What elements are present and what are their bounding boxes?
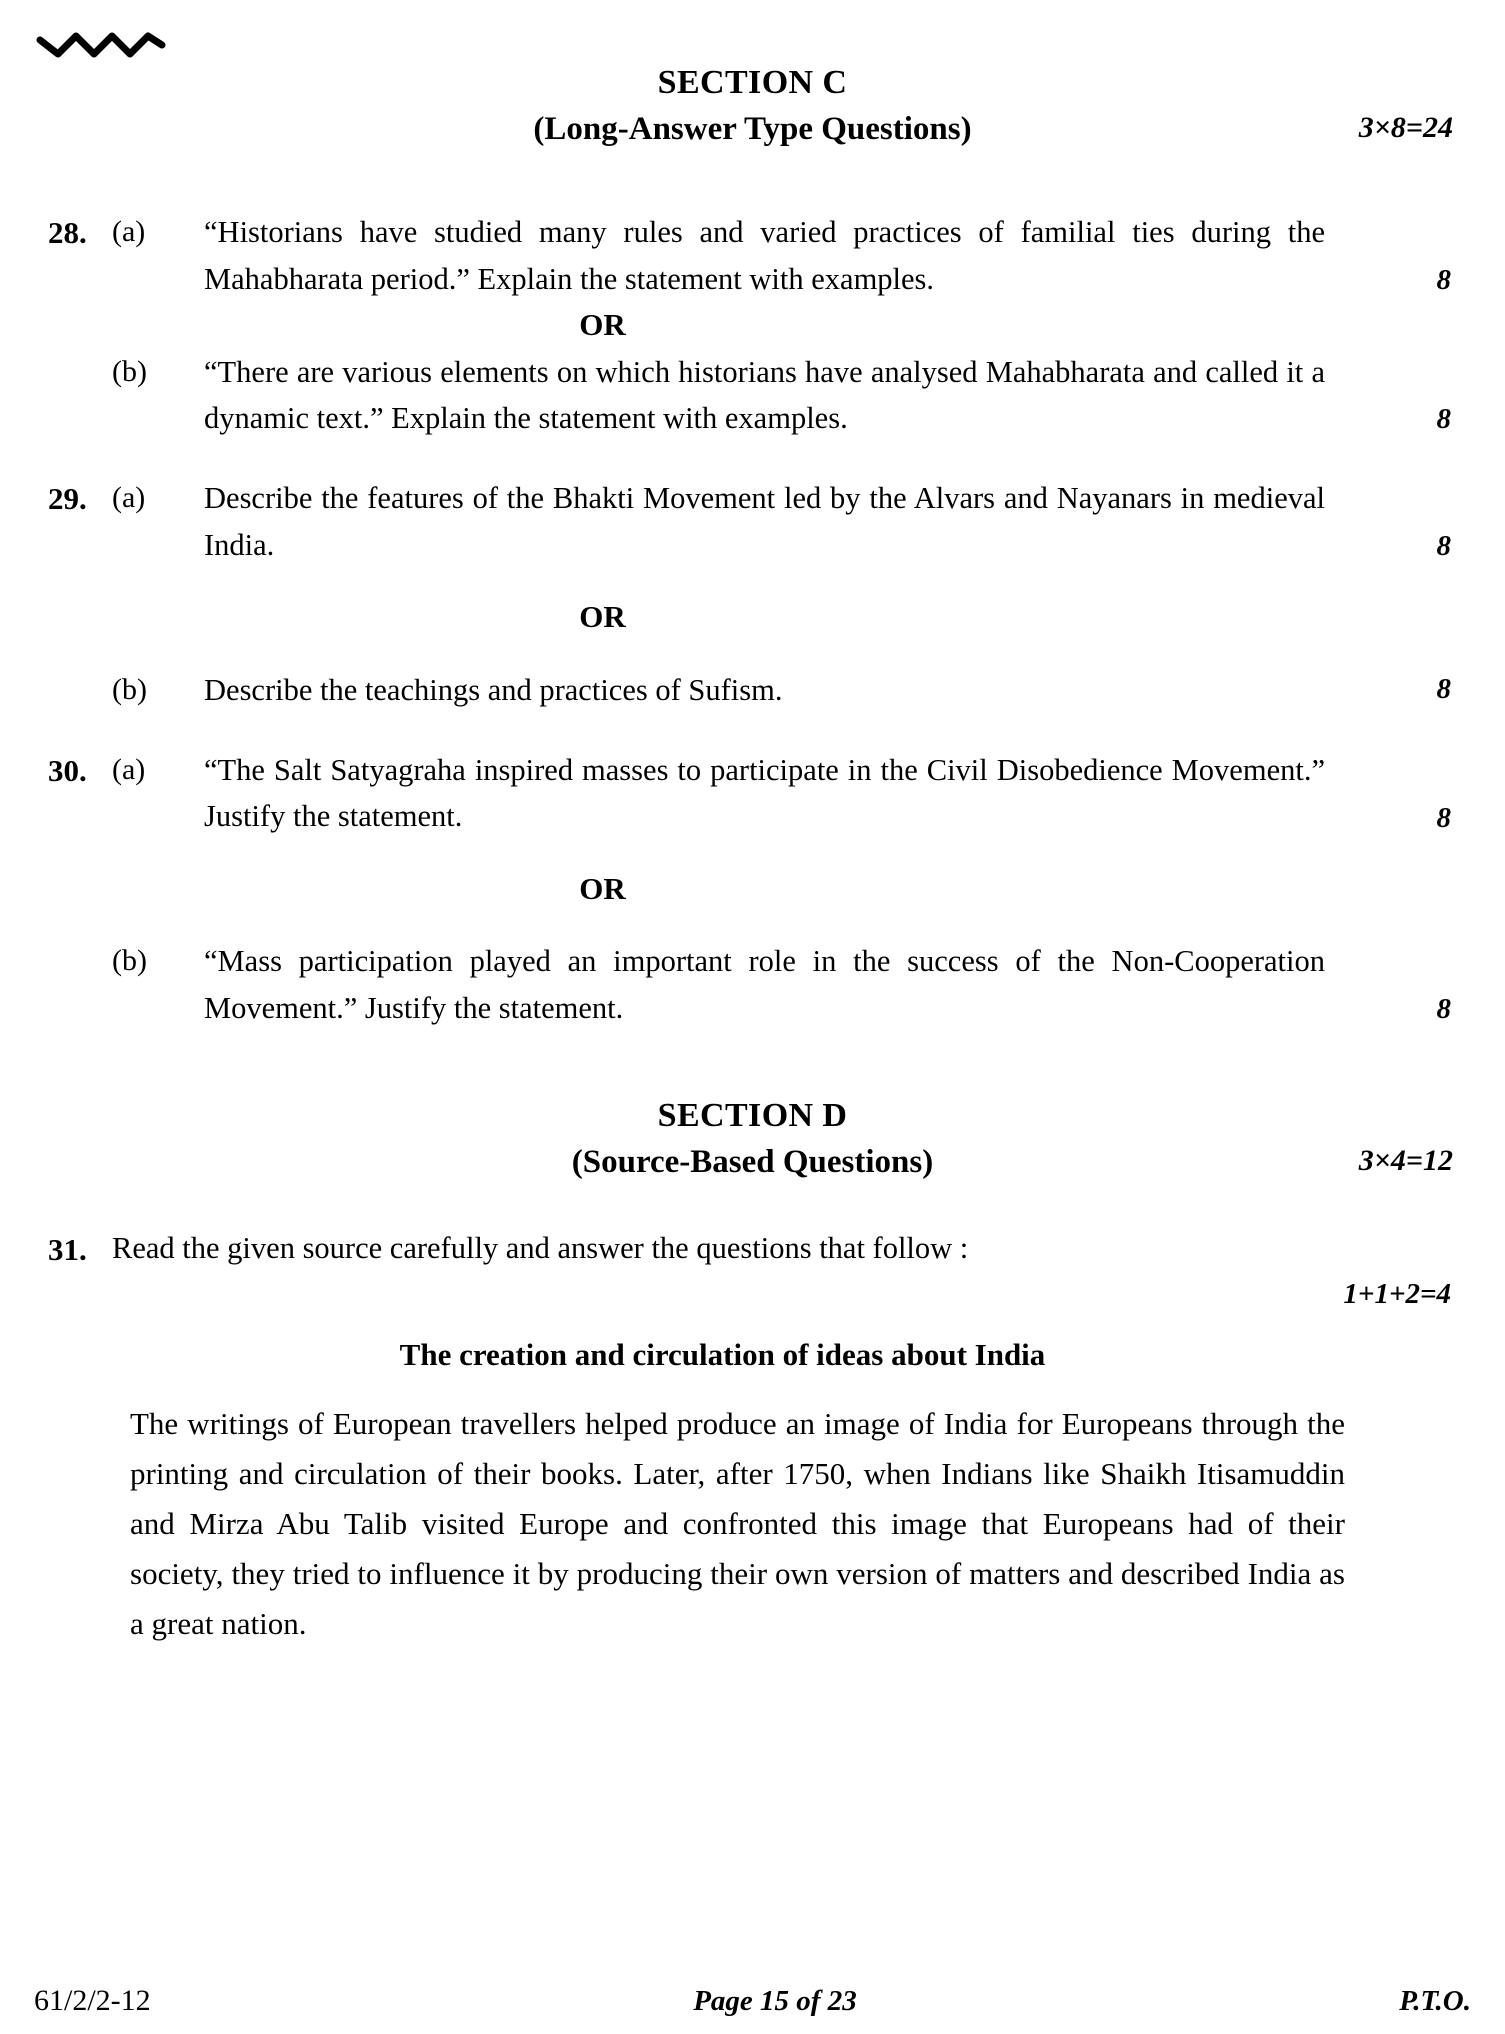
question-29-or-label: OR [579, 599, 626, 635]
question-28-part-b-marks: 8 [1436, 403, 1451, 436]
question-28 [30, 209, 1475, 441]
source-passage [30, 1399, 1475, 1650]
section-c-title: SECTION C [657, 64, 848, 101]
question-28-part-b [30, 349, 1475, 442]
question-28-part-b-label: (b) [112, 354, 147, 388]
question-29-part-a-text: Describe the features of the Bhakti Movement led by the Alvars and Nayanars in medieval India. [204, 481, 1325, 562]
question-29-number: 29. [48, 481, 87, 517]
question-29-part-b-marks: 8 [1436, 672, 1451, 705]
question-30-part-b-marks: 8 [1436, 992, 1451, 1025]
question-30 [30, 747, 1475, 1031]
question-31-number: 31. [48, 1232, 87, 1268]
section-d-marks: 3×4=12 [1358, 1144, 1453, 1178]
question-28-part-a-text: “Historians have studied many rules and varied practices of familial ties during the Mahabharata period.” Explain the statement with examples. [204, 215, 1325, 296]
question-29-part-a [30, 475, 1475, 568]
question-31-instruction-row [30, 1226, 1475, 1273]
question-30-number: 30. [48, 752, 87, 788]
footer-page-number: Page 15 of 23 [693, 1985, 857, 2017]
question-30-part-a-marks: 8 [1436, 801, 1451, 834]
question-29 [30, 475, 1475, 713]
question-30-part-a-label: (a) [112, 752, 146, 786]
question-31-instruction: Read the given source carefully and answer the questions that follow : [112, 1231, 969, 1266]
question-28-part-a-marks: 8 [1436, 264, 1451, 297]
question-29-part-a-label: (a) [112, 481, 146, 515]
section-c-subtitle: (Long-Answer Type Questions) [533, 111, 972, 148]
question-29-part-b-text: Describe the teachings and practices of Sufism. [204, 672, 783, 707]
question-28-or-label: OR [579, 307, 626, 343]
question-29-part-b-label: (b) [112, 672, 147, 706]
footer-paper-code: 61/2/2-12 [34, 1984, 151, 2017]
section-c-subtitle-row [30, 109, 1475, 153]
section-d-subtitle: (Source-Based Questions) [571, 1144, 934, 1181]
page-footer [0, 1984, 1505, 2018]
question-28-part-b-text: “There are various elements on which historians have analysed Mahabharata and called it a dynamic text.” Explain the statement with examples. [204, 354, 1325, 436]
question-29-part-a-marks: 8 [1436, 530, 1451, 563]
question-28-number: 28. [48, 215, 87, 251]
question-30-or-label: OR [579, 870, 626, 906]
question-28-part-a-label: (a) [112, 215, 146, 249]
question-29-part-b [30, 667, 1475, 713]
question-28-part-a [30, 209, 1475, 302]
section-d-title: SECTION D [657, 1096, 848, 1134]
question-30-part-b [30, 938, 1475, 1031]
question-30-part-b-text: “Mass participation played an important role in the success of the Non-Cooperation Movement.” Justify the statement. [204, 944, 1325, 1025]
question-30-part-a [30, 747, 1475, 840]
question-30-part-a-text: “The Salt Satyagraha inspired masses to participate in the Civil Disobedience Movement.” Justify the statement. [204, 752, 1325, 834]
footer-pto: P.T.O. [1399, 1985, 1471, 2017]
question-31-marks: 1+1+2=4 [1343, 1277, 1451, 1310]
section-d-subtitle-row [30, 1142, 1475, 1186]
section-c-marks: 3×8=24 [1358, 111, 1453, 145]
source-title: The creation and circulation of ideas about India [399, 1336, 1046, 1372]
source-passage-text: The writings of European travellers helped produce an image of India for Europeans through the printing and circulation of their books. Later, after 1750, when Indians like Shaikh Itisamuddin and Mirza Abu Talib visited Europe and confronted this image that Europeans had of their society, they tried to influence it by producing their own version of matters and described India as a great nation. [130, 1405, 1345, 1642]
question-31 [30, 1226, 1475, 1649]
question-30-part-b-label: (b) [112, 944, 147, 978]
